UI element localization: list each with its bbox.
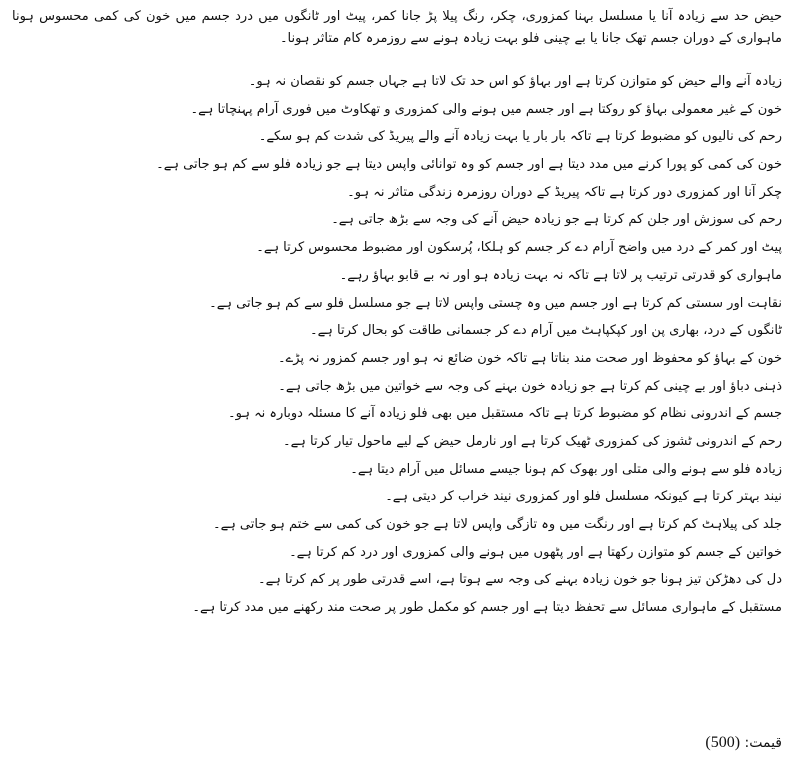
- benefit-item: جلد کی پیلاہٹ کم کرتا ہے اور رنگت میں وہ تازگی واپس لاتا ہے جو خون کی کمی سے ختم ہو جاتی ہے۔: [212, 517, 782, 532]
- benefit-item: مستقبل کے ماہواری مسائل سے تحفظ دیتا ہے اور جسم کو مکمل طور پر صحت مند رکھنے میں مدد کرتا ہے۔: [192, 600, 782, 616]
- benefit-item: خون کے بہاؤ کو محفوظ اور صحت مند بناتا ہے تاکہ خون ضائع نہ ہو اور جسم کمزور نہ پڑے۔: [278, 350, 782, 366]
- benefit-item: نیند بہتر کرتا ہے کیونکہ مسلسل فلو اور کمزوری نیند خراب کر دیتی ہے۔: [385, 489, 782, 505]
- benefit-item: ذہنی دباؤ اور بے چینی کم کرتا ہے جو زیادہ خون بہنے کی وجہ سے خواتین میں بڑھ جاتی ہے۔: [278, 378, 782, 394]
- benefit-item: ٹانگوں کے درد، بھاری پن اور کپکپاہٹ میں آرام دے کر جسمانی طاقت کو بحال کرتا ہے۔: [310, 323, 782, 339]
- benefit-item: خواتین کے جسم کو متوازن رکھتا ہے اور پٹھوں میں ہونے والی کمزوری اور درد کم کرتا ہے۔: [289, 544, 782, 560]
- benefit-item: جسم کے اندرونی نظام کو مضبوط کرتا ہے تاکہ مستقبل میں بھی فلو زیادہ آنے کا مسئلہ دوبارہ نہ ہو۔: [227, 406, 782, 422]
- benefit-item: زیادہ آنے والے حیض کو متوازن کرتا ہے اور بہاؤ کو اس حد تک لاتا ہے جہاں جسم کو نقصان نہ ہو۔: [248, 74, 782, 89]
- price-value: (500): [705, 734, 741, 751]
- benefit-item: رحم کے اندرونی ٹشوز کی کمزوری ٹھیک کرتا ہے اور نارمل حیض کے لیے ماحول تیار کرتا ہے۔: [283, 433, 782, 449]
- benefits-list: [156, 68, 782, 622]
- price-line: [705, 732, 782, 754]
- benefit-item: رحم کی نالیوں کو مضبوط کرتا ہے تاکہ بار بار یا بہت زیادہ آنے والے پیریڈ کی شدت کم ہو سکے۔: [258, 129, 782, 145]
- benefit-item: رحم کی سوزش اور جلن کم کرتا ہے جو زیادہ حیض آنے کی وجہ سے بڑھ جاتی ہے۔: [331, 212, 782, 228]
- price-label: قیمت:: [744, 735, 782, 751]
- benefit-item: دل کی دھڑکن تیز ہونا جو خون زیادہ بہنے کی وجہ سے ہوتا ہے، اسے قدرتی طور پر کم کرتا ہے۔: [258, 572, 782, 588]
- benefit-item: خون کے غیر معمولی بہاؤ کو روکتا ہے اور جسم میں ہونے والی کمزوری و تھکاوٹ میں فوری آرام پہنچاتا ہے۔: [190, 101, 782, 117]
- benefit-item: چکر آنا اور کمزوری دور کرتا ہے تاکہ پیریڈ کے دوران روزمرہ زندگی متاثر نہ ہو۔: [347, 184, 782, 200]
- symptoms-paragraph: حیض حد سے زیادہ آنا یا مسلسل بہنا کمزوری، چکر، رنگ پیلا پڑ جانا کمر، پیٹ اور ٹانگوں میں درد جسم میں خون کی کمی محسوس ہونا ماہواری کے دوران جسم تھک جانا یا بے چینی فلو بہت زیادہ ہونے سے روزمرہ کام متاثر ہونا۔: [12, 9, 782, 46]
- benefit-item: ماہواری کو قدرتی ترتیب پر لاتا ہے تاکہ نہ بہت زیادہ ہو اور نہ بے قابو بہاؤ رہے۔: [339, 267, 782, 283]
- benefit-item: پیٹ اور کمر کے درد میں واضح آرام دے کر جسم کو ہلکا، پُرسکون اور مضبوط محسوس کرتا ہے۔: [256, 240, 782, 256]
- benefit-item: خون کی کمی کو پورا کرنے میں مدد دیتا ہے اور جسم کو وہ توانائی واپس دیتا ہے جو زیادہ فلو سے کم ہو جاتی ہے۔: [156, 157, 782, 173]
- benefit-item: نقاہت اور سستی کم کرتا ہے اور جسم میں وہ چستی واپس لاتا ہے جو مسلسل فلو سے کم ہو جاتی ہے۔: [209, 295, 782, 311]
- benefit-item: زیادہ فلو سے ہونے والی متلی اور بھوک کم ہونا جیسے مسائل میں آرام دیتا ہے۔: [350, 461, 782, 477]
